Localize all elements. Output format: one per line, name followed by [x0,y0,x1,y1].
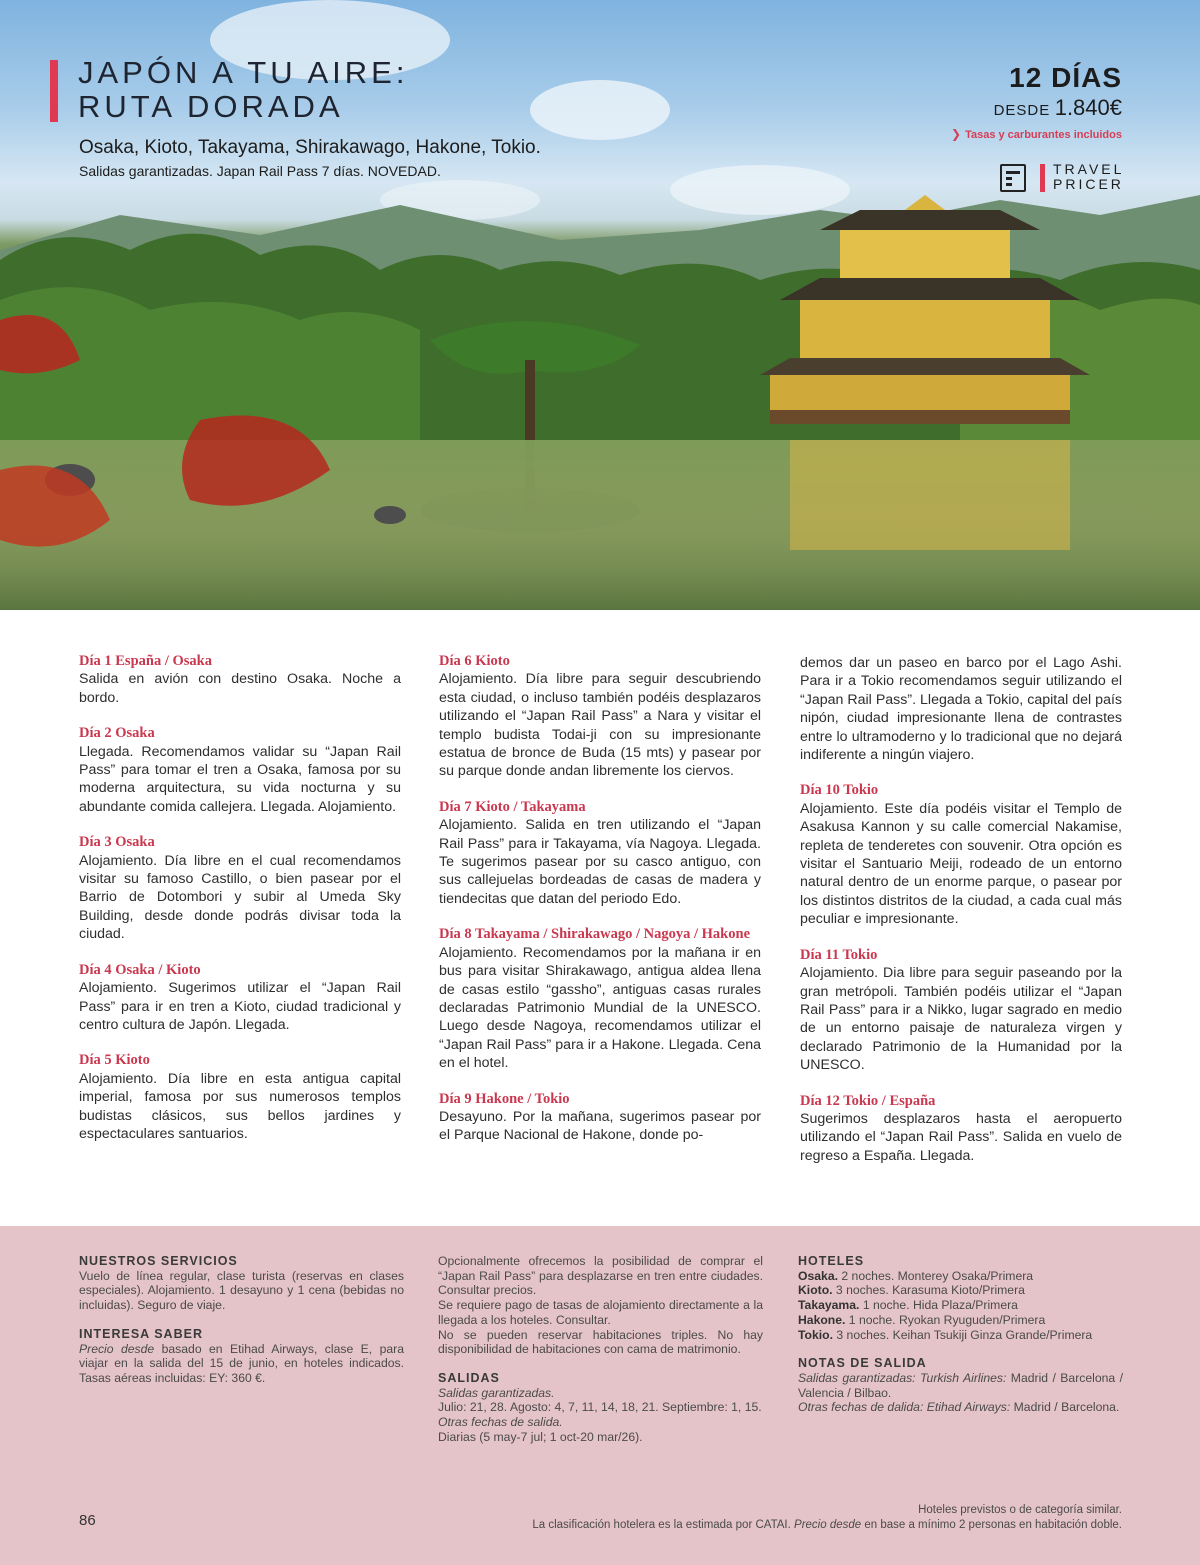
day-heading: Día 4 Osaka / Kioto [79,961,201,978]
day-heading: Día 9 Hakone / Tokio [439,1090,570,1107]
good-to-know-heading: INTERESA SABER [79,1326,203,1341]
day-text: Sugerimos desplazaros hasta el aeropuerto utilizando el “Japan Rail Pass”. Salida en vuelo de regreso a España. Llegada. [800,1110,1122,1164]
day-heading: Día 1 España / Osaka [79,653,212,669]
route-notes: Salidas garantizadas. Japan Rail Pass 7 días. NOVEDAD. [79,163,441,179]
hotel-city: Kioto. [798,1283,833,1298]
daily-departures: Diarias (5 may-7 jul; 1 oct-20 mar/26). [438,1429,643,1444]
day-text: Desayuno. Por la mañana, sugerimos pasear por el Parque Nacional de Hakone, donde po- [439,1108,761,1144]
hotel-info: 2 noches. Monterey Osaka/Primera [837,1268,1034,1283]
fine-print [532,1503,1122,1532]
hotel-info: 3 noches. Karasuma Kioto/Primera [832,1283,1025,1298]
departure-note-2-body: Madrid / Barcelona. [1010,1400,1120,1415]
itinerary-column-1 [79,652,401,1143]
hotel-city: Takayama. [798,1298,860,1313]
hotels-heading: HOTELES [798,1254,865,1268]
fine-print-line-2b: en base a mínimo 2 personas en habitación doble. [861,1518,1122,1531]
hotel-row [798,1269,1123,1284]
hotel-row [798,1313,1123,1328]
day-text-continued: demos dar un paseo en barco por el Lago Ashi. Para ir a Tokio recomendamos seguir utilizando el “Japan Rail Pass”. Llegada a Tokio, capital del país nipón, ciudad impresionante llena de contrastes entre lo ultramoderno y lo tradicional que no dejará indiferente a ningún viajero. [800,655,1122,764]
price-from [994,95,1122,121]
taxes-included-text: Tasas y carburantes incluidos [965,129,1122,141]
page-number: 86 [79,1512,96,1529]
hotel-row [798,1328,1123,1343]
good-to-know-body: basado en Etihad Airways, clase E, para viajar en la salida del 15 de junio, en hoteles indicados. Tasas aéreas incluidas: EY: 360 €. [79,1341,404,1385]
itinerary-column-3 [800,652,1122,1165]
day-text: Alojamiento. Sugerimos utilizar el “Japan Rail Pass” para ir en tren a Kioto, ciudad tradicional y centro cultura de Japón. Llegada. [79,980,401,1033]
hotel-city: Tokio. [798,1327,833,1342]
lodging-tax-text: Se requiere pago de tasas de alojamiento directamente a la llegada a los hoteles. Consultar. [438,1298,763,1327]
hotel-row [798,1283,1123,1298]
day-heading: Día 12 Tokio / España [800,1092,936,1109]
guaranteed-departures-label: Salidas garantizadas. [438,1385,555,1400]
departure-note-2 [798,1400,1123,1415]
travel-pricer-logo[interactable] [1053,162,1124,192]
hotel-info: 1 noche. Ryokan Ryuguden/Primera [845,1312,1046,1327]
price-from-italic: Precio desde [79,1341,155,1356]
optional-rail-pass-text: Opcionalmente ofrecemos la posibilidad de comprar el “Japan Rail Pass” para desplazarse en tren entre ciudades. Consultar precios. [438,1254,763,1298]
day-text: Alojamiento. Dia libre para seguir paseando por la gran metrópoli. También podéis utilizar el “Japan Rail Pass” para ir a Nikko, lugar sagrado en medio de un entorno paisaje de naturaleza virgen y declarado Patrimonio de la Humanidad por la UNESCO. [800,965,1122,1074]
departures-heading: SALIDAS [438,1370,500,1385]
services-heading: NUESTROS SERVICIOS [79,1254,238,1268]
hotel-info: 1 noche. Hida Plaza/Primera [859,1298,1018,1313]
departure-note-1-body: Madrid / Barcelona / Valencia / Bilbao. [798,1370,1123,1400]
day-heading: Día 6 Kioto [439,653,510,669]
page-title [78,56,408,124]
day-text: Alojamiento. Salida en tren utilizando el “Japan Rail Pass” para ir Takayama, vía Nagoya. Llegada. Te sugerimos pasear por su casco antiguo, con sus callejuelas bordeadas de casas de madera y tiendecitas que datan del periodo Edo. [439,817,761,907]
info-column-2 [438,1254,763,1444]
price-from-label: DESDE [993,102,1051,119]
day-text: Llegada. Recomendamos validar su “Japan Rail Pass” para tomar el tren a Osaka, famosa por su moderna arquitectura, su vida nocturna y su abundante comida callejera. Llegada. Alojamiento. [79,743,401,815]
departure-note-1 [798,1371,1123,1400]
price-value: 1.840€ [1054,95,1122,120]
day-text: Alojamiento. Día libre en el cual recomendamos visitar su famoso Castillo, o bien pasear por el Barrio de Dotombori y subir al Umeda Sky Building, desde donde podrás divisar toda la ciudad. [79,852,401,943]
day-text: Alojamiento. Día libre para seguir descubriendo esta ciudad, o incluso también podéis desplazaros utilizando el “Japan Rail Pass” a Nara y visitar el templo budista Todai-ji con su impresionante estatua de bronce de Buda (15 mts) y pasear por su parque donde andan libremente los ciervos. [439,671,761,780]
route-cities: Osaka, Kioto, Takayama, Shirakawago, Hakone, Tokio. [79,137,541,158]
hero-image [0,0,1200,610]
hotel-city: Osaka. [798,1268,838,1283]
day-text: Alojamiento. Este día podéis visitar el Templo de Asakusa Kannon y su calle comercial Nakamise, repleta de tenderetes con souvenir. Otra opción es visitar el Santuario Meiji, rodeado de un entorno natural dentro de un enorme parque, o pasear por los distintos distritos de la ciudad, a cada cual más peculiar e impresionante. [800,800,1122,928]
trip-duration: 12 DÍAS [1009,62,1122,93]
hotel-city: Hakone. [798,1312,846,1327]
taxes-included-note [951,127,1122,141]
day-heading: Día 5 Kioto [79,1052,150,1069]
travel-pricer-accent-bar [1040,164,1045,192]
triple-rooms-text: No se pueden reservar habitaciones triples. No hay disponibilidad de habitaciones con cama de matrimonio. [438,1327,763,1357]
day-text: Salida en avión con destino Osaka. Noche a bordo. [79,671,401,706]
chevron-right-icon: ❯ [951,127,962,141]
itinerary-column-2 [439,652,761,1145]
departure-note-2-label: Otras fechas de dalida: Etihad Airways: [798,1400,1011,1415]
fine-print-line-1: Hoteles previstos o de categoría similar. [918,1504,1122,1516]
other-dates-label: Otras fechas de salida. [438,1415,563,1430]
departure-note-1-label: Salidas garantizadas: Turkish Airlines: [798,1370,1007,1385]
info-column-1 [79,1254,404,1386]
services-text: Vuelo de línea regular, clase turista (reservas en clases especiales). Alojamiento. 1 desayuno y 1 cena (bebidas no incluidas). Seguro de viaje. [79,1268,404,1313]
day-text: Alojamiento. Día libre en esta antigua capital imperial, famosa por sus numerosos templos budistas clásicos, sus bellos jardines y espectaculares santuarios. [79,1070,401,1142]
fine-print-italic: Precio desde [794,1518,862,1531]
day-heading: Día 11 Tokio [800,946,878,963]
fine-print-line-2a: La clasificación hotelera es la estimada por CATAI. [532,1518,795,1531]
travel-pricer-line-1: TRAVEL [1053,161,1125,177]
departure-notes-heading: NOTAS DE SALIDA [798,1356,927,1371]
day-heading: Día 7 Kioto / Takayama [439,798,586,815]
title-line-2: RUTA DORADA [78,89,344,124]
departure-dates: Julio: 21, 28. Agosto: 4, 7, 11, 14, 18, 21. Septiembre: 1, 15. [438,1400,762,1415]
day-heading: Día 10 Tokio [800,782,879,799]
title-accent-bar [50,60,58,122]
title-line-1: JAPÓN A TU AIRE: [78,55,409,90]
day-heading: Día 3 Osaka [79,834,155,851]
day-text: Alojamiento. Recomendamos por la mañana ir en bus para visitar Shirakawago, antigua aldea llena de casas estilo “gassho”, antiguas casas rurales declaradas Patrimonio Mundial de la UNESCO. Luego desde Nagoya, recomendamos utilizar el “Japan Rail Pass” para ir a Hakone. Llegada. Cena en el hotel. [439,944,761,1072]
good-to-know-text [79,1342,404,1386]
info-column-3 [798,1254,1123,1415]
hotel-info: 3 noches. Keihan Tsukiji Ginza Grande/Primera [832,1327,1093,1342]
day-heading: Día 8 Takayama / Shirakawago / Nagoya / Hakone [439,926,750,943]
travel-pricer-line-2: PRICER [1053,176,1124,192]
day-heading: Día 2 Osaka [79,725,155,742]
hotel-row [798,1298,1123,1313]
calculator-icon [1000,164,1026,192]
